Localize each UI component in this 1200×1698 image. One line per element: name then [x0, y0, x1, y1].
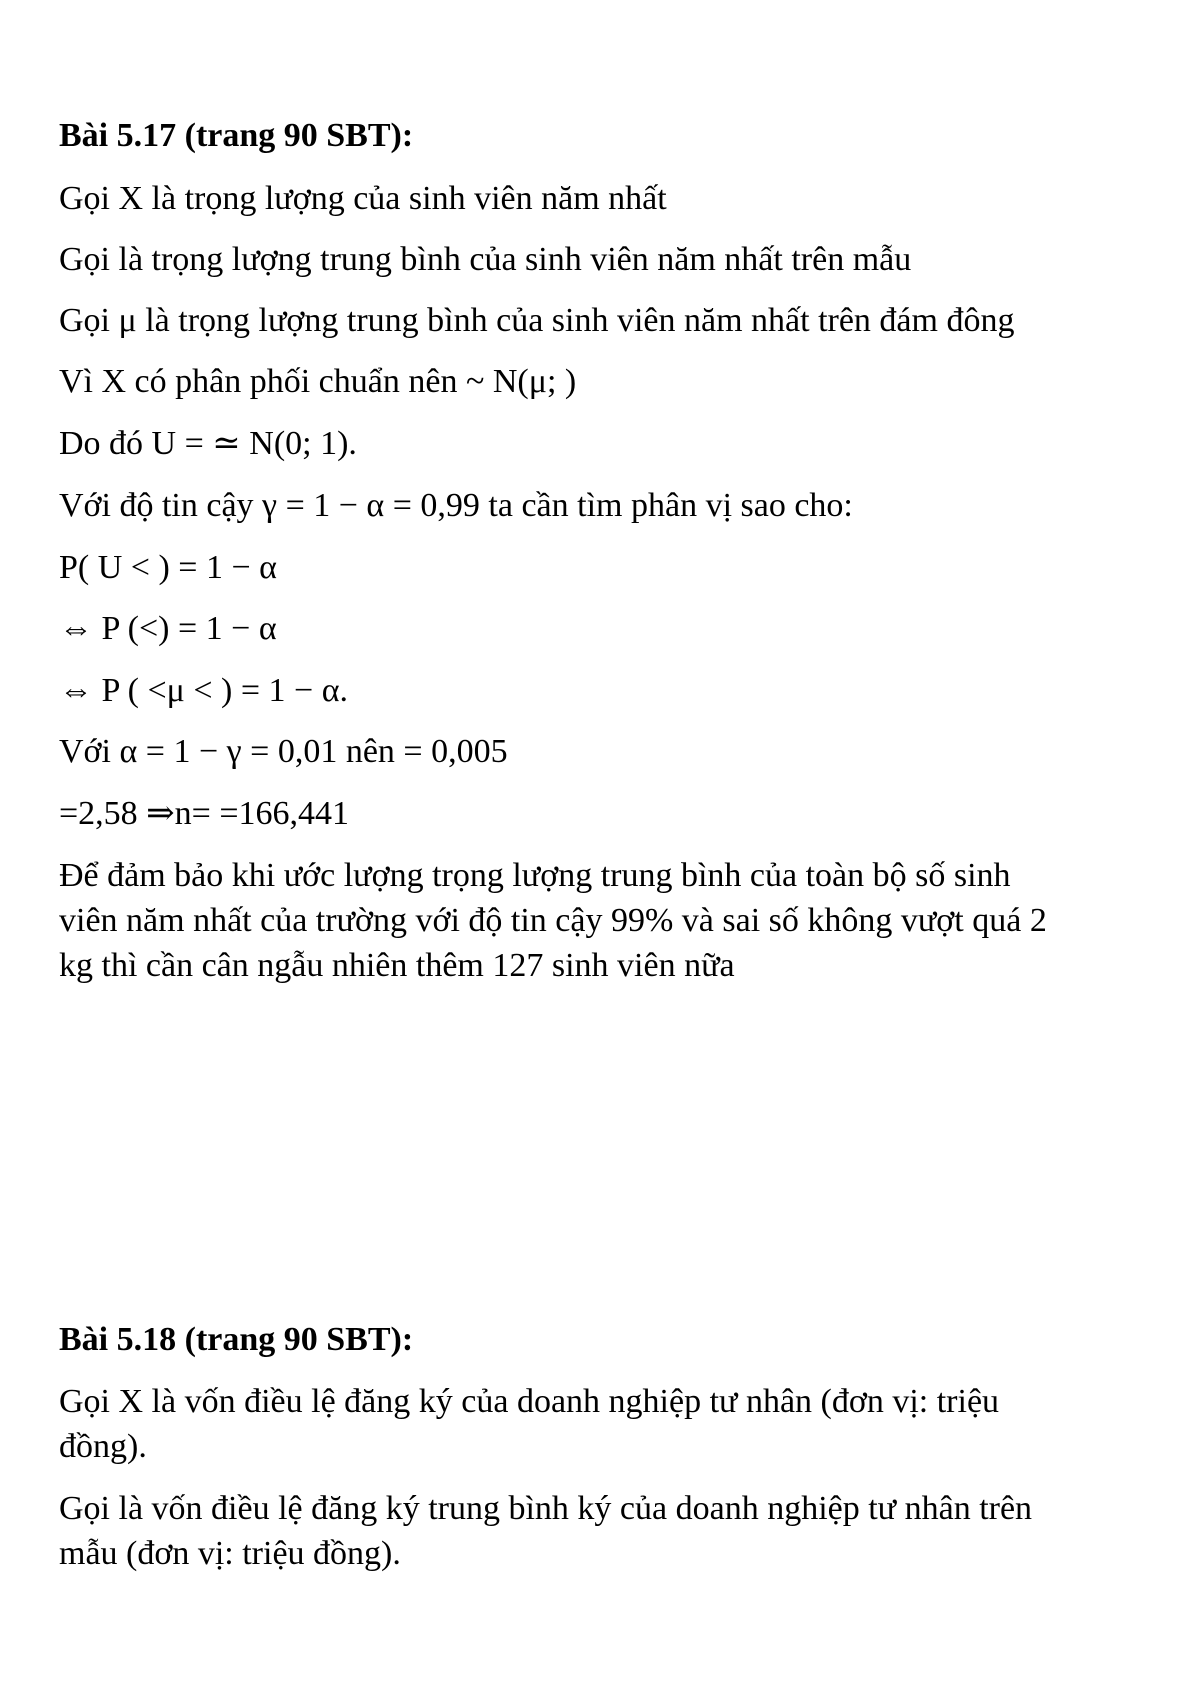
- problem-517-heading: Bài 5.17 (trang 90 SBT):: [59, 117, 414, 154]
- problem-517-line-5: Do đó U = ≃ N(0; 1).: [59, 425, 357, 462]
- problem-518-heading: Bài 5.18 (trang 90 SBT):: [59, 1321, 414, 1358]
- problem-518-paragraph-2-line-1: Gọi là vốn điều lệ đăng ký trung bình ký của doanh nghiệp tư nhân trên: [59, 1490, 1033, 1527]
- problem-517-line-1: Gọi X là trọng lượng của sinh viên năm nhất: [59, 180, 667, 217]
- problem-517-conclusion-line-3: kg thì cần cân ngẫu nhiên thêm 127 sinh viên nữa: [59, 947, 735, 984]
- problem-517-line-8: ⇔ P (<) = 1 − α: [59, 610, 277, 647]
- problem-517-line-9: ⇔ P ( <μ < ) = 1 − α.: [59, 672, 349, 709]
- problem-518-paragraph-1-line-1: Gọi X là vốn điều lệ đăng ký của doanh nghiệp tư nhân (đơn vị: triệu: [59, 1383, 1000, 1420]
- problem-517-line-7: P( U < ) = 1 − α: [59, 549, 277, 586]
- problem-517-line-11: =2,58 ⇒n= =166,441: [59, 795, 350, 832]
- problem-517-line-3: Gọi μ là trọng lượng trung bình của sinh viên năm nhất trên đám đông: [59, 302, 1015, 339]
- problem-517-conclusion-line-2: viên năm nhất của trường với độ tin cậy 99% và sai số không vượt quá 2: [59, 902, 1047, 939]
- problem-518-paragraph-1-line-2: đồng).: [59, 1428, 147, 1465]
- problem-517-line-6: Với độ tin cậy γ = 1 − α = 0,99 ta cần tìm phân vị sao cho:: [59, 487, 853, 524]
- problem-517-conclusion-line-1: Để đảm bảo khi ước lượng trọng lượng trung bình của toàn bộ số sinh: [59, 857, 1011, 894]
- problem-517-line-2: Gọi là trọng lượng trung bình của sinh viên năm nhất trên mẫu: [59, 241, 912, 278]
- problem-517-line-4: Vì X có phân phối chuẩn nên ~ N(μ; ): [59, 363, 577, 400]
- problem-518-paragraph-2-line-2: mẫu (đơn vị: triệu đồng).: [59, 1535, 401, 1572]
- problem-517-line-10: Với α = 1 − γ = 0,01 nên = 0,005: [59, 733, 508, 770]
